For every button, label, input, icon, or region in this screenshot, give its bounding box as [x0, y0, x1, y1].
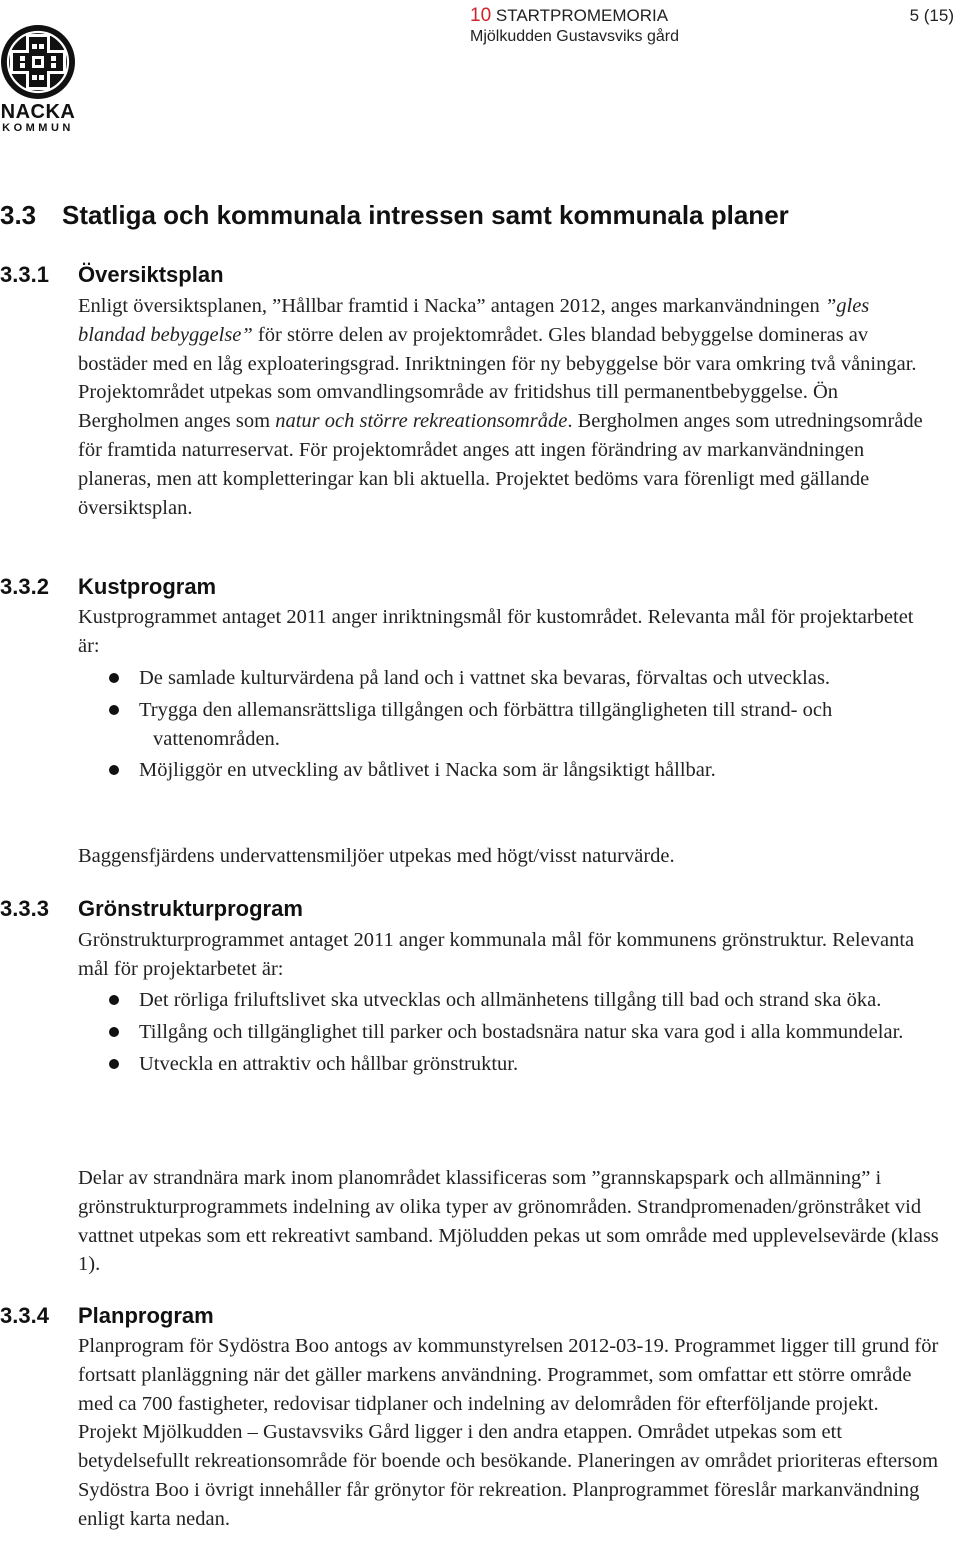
- kustprogram-outro: Baggensfjärdens undervattensmiljöer utpekas med högt/visst naturvärde.: [78, 845, 675, 867]
- subsection-number: 3.3.3: [0, 896, 49, 921]
- doc-number: 10: [470, 5, 492, 26]
- subsection-heading-planprogram: [0, 1303, 214, 1329]
- bullet-icon: [109, 1059, 119, 1069]
- list-item: [78, 756, 940, 785]
- kustprogram-bullet-list: [78, 664, 940, 785]
- running-header: [470, 6, 679, 48]
- gronstruktur-bullet-list: [78, 986, 940, 1078]
- section-number: 3.3: [0, 200, 37, 230]
- paragraph-italic: natur och större rekreationsområde: [275, 410, 568, 433]
- logo-subtitle: KOMMUN: [2, 122, 74, 134]
- list-item-text: Möjliggör en utveckling av båtlivet i Nacka som är långsiktigt hållbar.: [139, 759, 716, 782]
- list-item-text: Tillgång och tillgänglighet till parker och bostadsnära natur ska vara god i alla kommundelar.: [139, 1020, 904, 1043]
- subsection-heading-oversiktsplan: [0, 262, 224, 288]
- project-name: Mjölkudden Gustavsviks gård: [470, 28, 679, 45]
- list-item-text: Utveckla en attraktiv och hållbar grönstruktur.: [139, 1052, 519, 1075]
- subsection-number: 3.3.2: [0, 574, 49, 599]
- section-title: Statliga och kommunala intressen samt kommunala planer: [62, 200, 789, 230]
- logo-name: NACKA: [0, 101, 76, 123]
- bullet-icon: [109, 1027, 119, 1037]
- nacka-logo: [0, 24, 76, 134]
- list-item: [78, 1050, 940, 1079]
- paragraph-italic: ”gles blandad bebyggelse”: [78, 295, 870, 346]
- paragraph-text: Enligt översiktsplanen, ”Hållbar framtid i Nacka” antagen 2012, anges markanvändningen: [78, 295, 825, 317]
- bullet-icon: [109, 705, 119, 715]
- paragraph-text: . Bergholmen anges som utredningsområde för framtida naturreservat. För projektområdet anges att ingen förändring av markanvändningen planeras, men att kompletteringar kan bli aktuella. Projektet bedöms vara förenligt med gällande översiktsplan.: [78, 410, 923, 519]
- list-item-text: Det rörliga friluftslivet ska utvecklas och allmänhetens tillgång till bad och strand ska öka.: [139, 989, 882, 1011]
- section-heading: [0, 200, 789, 230]
- bullet-icon: [109, 995, 119, 1005]
- paragraph-text: för större delen av projektområdet. Gles blandad bebyggelse domineras av bostäder med en låg exploateringsgrad. Inriktningen för ny bebyggelse bör vara omkring två våningar. Projektområdet utpekas som omvandlingsområde av fritidshus till permanentbebyggelse. Ön Bergholmen anges som: [78, 323, 917, 433]
- list-item: [78, 1018, 940, 1047]
- gronstruktur-outro: Delar av strandnära mark inom planområdet klassificeras som ”grannskapspark och allmänning” i grönstrukturprogrammets indelning av olika typer av grönområden. Strandpromenaden/grönstråket vid vattnet utpekas som ett rekreativt samband. Mjöludden pekas ut som område med upplevelsevärde (klass 1).: [78, 1167, 939, 1276]
- doc-type-line: [470, 6, 679, 26]
- subsection-heading-gronstrukturprogram: [0, 896, 303, 922]
- subsection-heading-kustprogram: [0, 574, 216, 600]
- oversiktsplan-paragraph: [78, 292, 940, 522]
- list-item-text: De samlade kulturvärdena på land och i vattnet ska bevaras, förvaltas och utvecklas.: [139, 667, 831, 689]
- subsection-title: Kustprogram: [78, 574, 217, 599]
- nacka-emblem-icon: [0, 24, 76, 100]
- list-item: [78, 696, 940, 754]
- subsection-title: Grönstrukturprogram: [78, 896, 303, 921]
- bullet-icon: [109, 765, 119, 775]
- kustprogram-intro: Kustprogrammet antaget 2011 anger inriktningsmål för kustområdet. Relevanta mål för projektarbetet är:: [78, 606, 914, 657]
- doc-type: STARTPROMEMORIA: [495, 6, 669, 25]
- list-item-text: Trygga den allemansrättsliga tillgången och förbättra tillgängligheten till strand- och vattenområden.: [139, 698, 833, 750]
- list-item: [78, 986, 940, 1015]
- subsection-title: Översiktsplan: [78, 262, 224, 287]
- page-number: 5 (15): [909, 6, 954, 25]
- subsection-number: 3.3.4: [0, 1303, 49, 1328]
- gronstruktur-intro: Grönstrukturprogrammet antaget 2011 anger kommunala mål för kommunens grönstruktur. Relevanta mål för projektarbetet är:: [78, 929, 915, 980]
- subsection-title: Planprogram: [78, 1303, 214, 1328]
- bullet-icon: [109, 673, 119, 683]
- planprogram-paragraph: Planprogram för Sydöstra Boo antogs av kommunstyrelsen 2012-03-19. Programmet ligger till grund för fortsatt planläggning när det gäller markens användning. Programmet, som omfattar ett större område med ca 700 fastigheter, redovisar tidplaner och indelning av delområden för efterföljande projekt. Projekt Mjölkudden – Gustavsviks Gård ligger i den andra etappen. Området utpekas som ett betydelsefullt rekreationsområde för boende och besökande. Planeringen av området prioriteras eftersom Sydöstra Boo i övrigt innehåller får grönytor för rekreation. Planprogrammet föreslår markanvändning enligt karta nedan.: [78, 1335, 939, 1530]
- subsection-number: 3.3.1: [0, 262, 49, 287]
- list-item: [78, 664, 940, 693]
